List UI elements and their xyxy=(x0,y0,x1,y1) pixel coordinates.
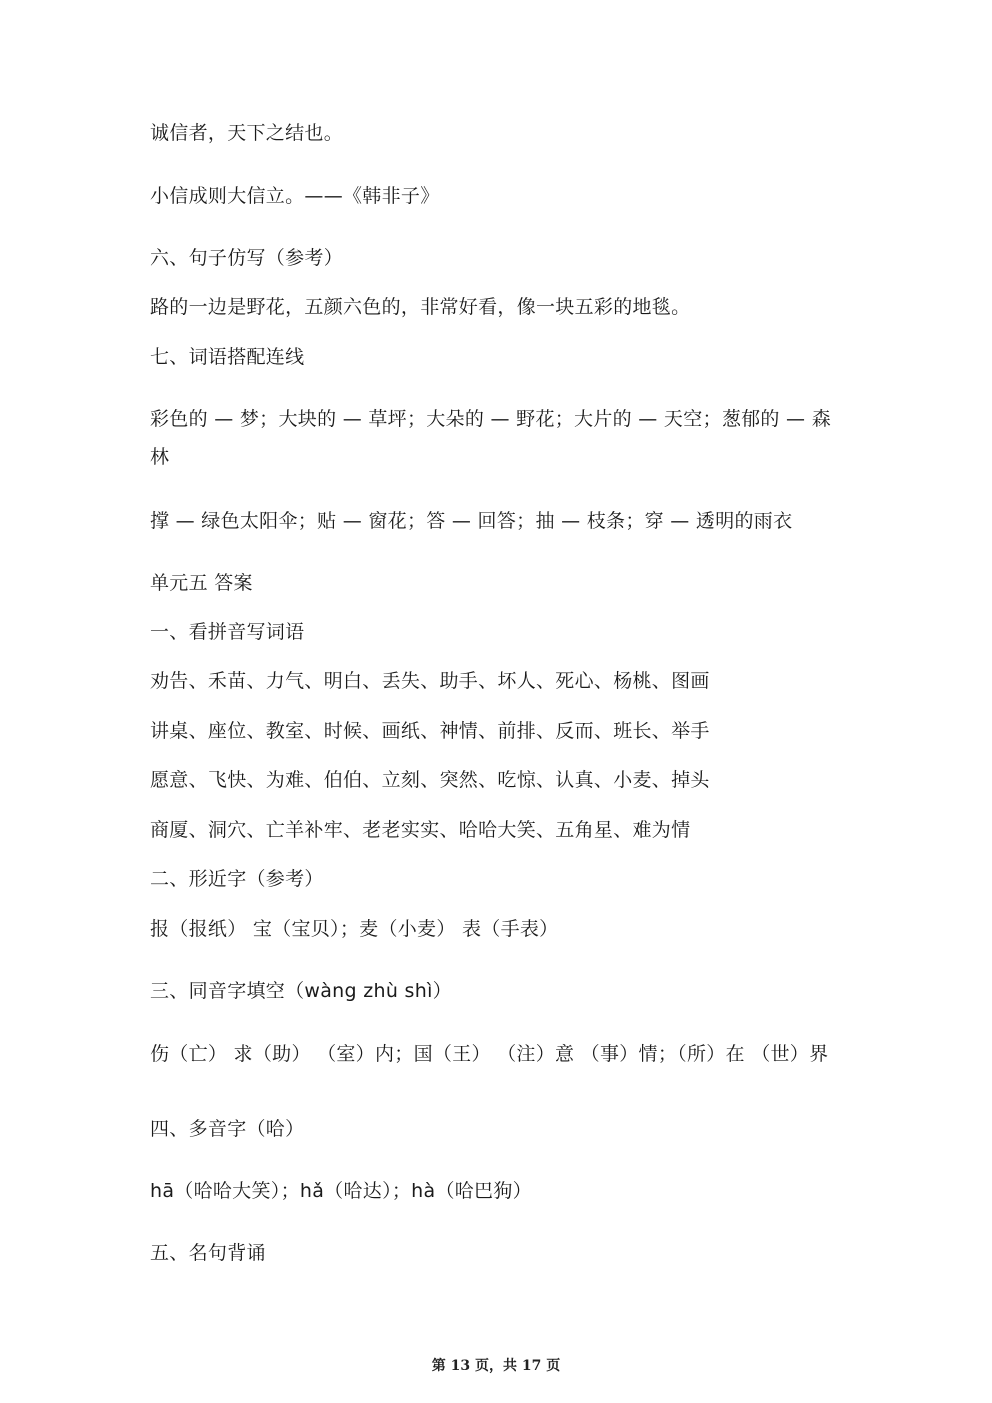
section-heading: 二、形近字（参考） xyxy=(150,868,324,890)
section-heading: 五、名句背诵 xyxy=(150,1242,266,1264)
text-line: 小信成则大信立。——《韩非子》 xyxy=(150,185,440,207)
section-heading: 单元五 答案 xyxy=(150,572,253,594)
section-heading: 三、同音字填空（wàng zhù shì） xyxy=(150,980,452,1002)
text-line: 商厦、洞穴、亡羊补牢、老老实实、哈哈大笑、五角星、难为情 xyxy=(150,819,691,841)
page-footer: 第 13 页，共 17 页 xyxy=(431,1358,561,1374)
section-heading: 七、词语搭配连线 xyxy=(150,346,305,368)
section-heading: 一、看拼音写词语 xyxy=(150,621,305,643)
text-line: 诚信者，天下之结也。 xyxy=(150,122,344,144)
text-line: 伤（亡） 求（助） （室）内；国（王） （注）意 （事）情；（所）在 （世）界 xyxy=(150,1043,829,1065)
text-line: 路的一边是野花，五颜六色的，非常好看，像一块五彩的地毯。 xyxy=(150,296,691,318)
section-heading: 四、多音字（哈） xyxy=(150,1118,305,1140)
text-line: 讲桌、座位、教室、时候、画纸、神情、前排、反而、班长、举手 xyxy=(150,720,710,742)
text-line: 彩色的 — 梦；大块的 — 草坪；大朵的 — 野花；大片的 — 天空；葱郁的 — 森林 xyxy=(150,408,831,468)
text-line: 报（报纸） 宝（宝贝）；麦（小麦） 表（手表） xyxy=(150,918,559,940)
text-line: hā（哈哈大笑）；hǎ（哈达）；hà（哈巴狗） xyxy=(150,1180,532,1202)
text-line: 愿意、飞快、为难、伯伯、立刻、突然、吃惊、认真、小麦、掉头 xyxy=(150,769,710,791)
section-heading: 六、句子仿写（参考） xyxy=(150,247,344,269)
text-line: 劝告、禾苗、力气、明白、丢失、助手、坏人、死心、杨桃、图画 xyxy=(150,670,710,692)
text-line: 撑 — 绿色太阳伞；贴 — 窗花；答 — 回答；抽 — 枝条；穿 — 透明的雨衣 xyxy=(150,510,793,532)
